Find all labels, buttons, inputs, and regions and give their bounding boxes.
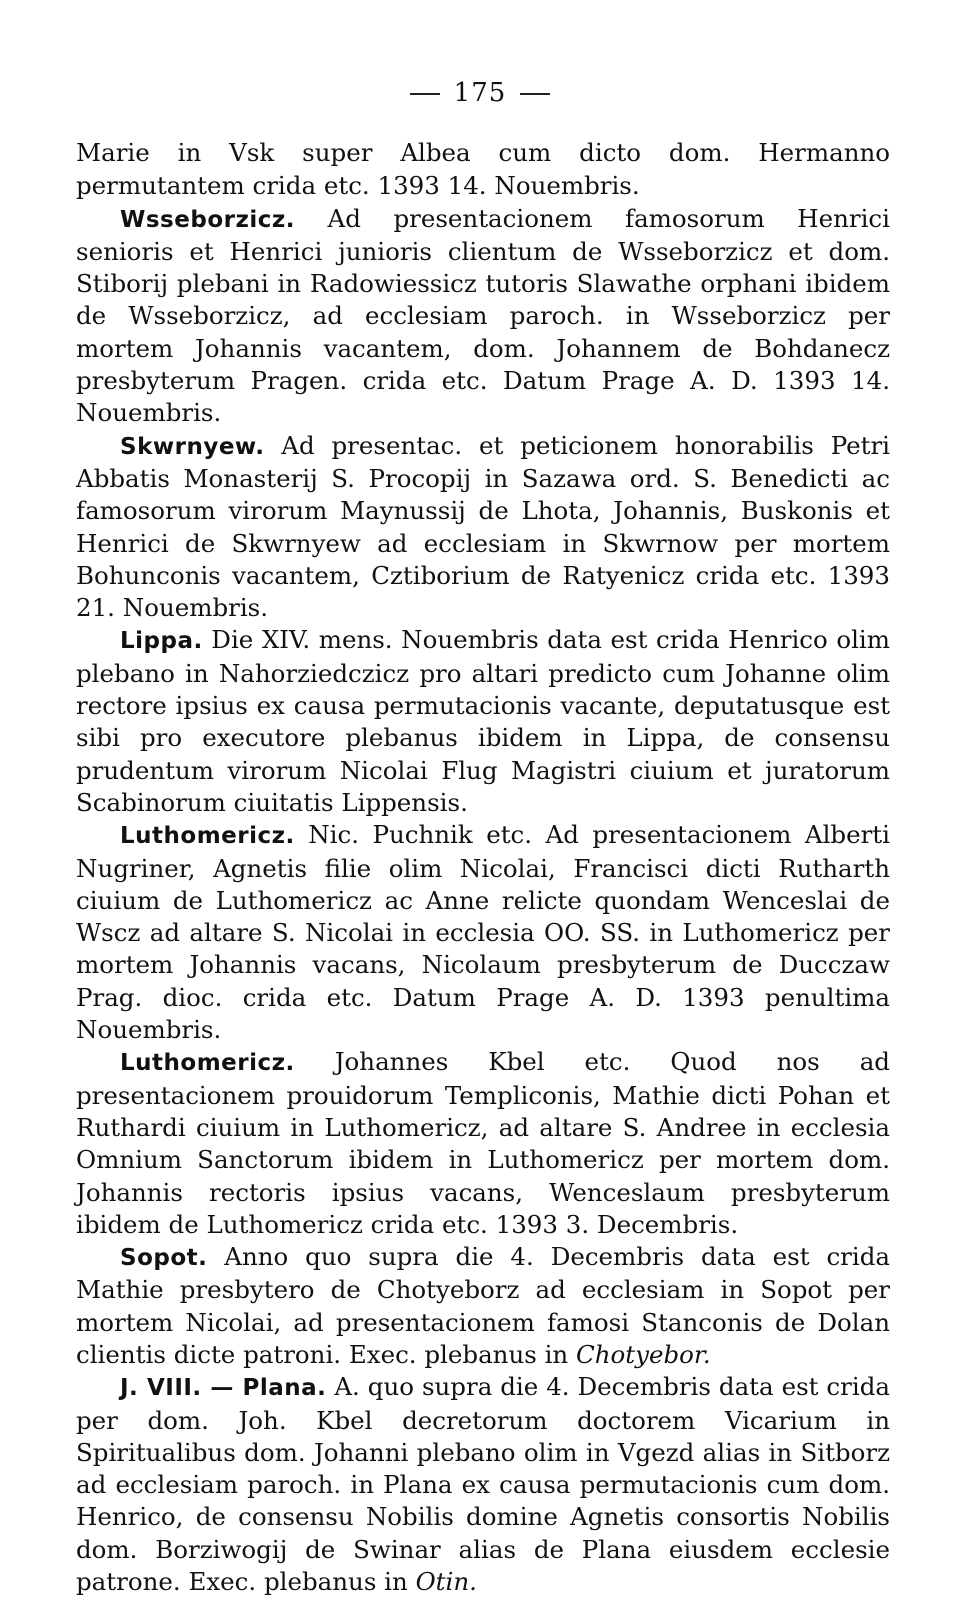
paragraph-2 <box>76 430 890 625</box>
entry-text: A. quo supra die 4. Decembris data est crida per dom. Joh. Kbel decretorum doctorem Vicarium in Spiritualibus dom. Johanni plebano olim in Vgezd alias in Sitborz ad ecclesiam paroch. in Plana ex causa permutacionis cum dom. Henrico, de consensu Nobilis domine Agnetis consortis Nobilis dom. Borziwogij de Swinar alias de Plana eiusdem ecclesie patrone. Exec. plebanus in <box>76 1372 890 1597</box>
entry-text: Marie in Vsk super Albea cum dicto dom. Hermanno permutantem crida etc. 1393 14. Nouembris. <box>76 138 890 201</box>
entry-heading: Luthomericz. <box>120 823 295 850</box>
entry-heading: Wsseborzicz. <box>120 206 295 233</box>
paragraph-5 <box>76 1046 890 1241</box>
entry-text: Ad presentac. et peticionem honorabilis Petri Abbatis Monasterij S. Procopij in Sazawa ord. S. Benedicti ac famosorum virorum Maynussij de Lhota, Johannis, Buskonis et Henrici de Skwrnyew ad ecclesiam in Skwrnow per mortem Bohunconis vacantem, Cztiborium de Ratyenicz crida etc. 1393 21. Nouembris. <box>76 430 890 623</box>
entry-text: Anno quo supra die 4. Decembris data est crida Mathie presbytero de Chotyeborz ad ecclesiam in Sopot per mortem Nicolai, ad presentacionem famosi Stanconis de Dolan clientis dicte patroni. Exec. plebanus in <box>76 1242 890 1369</box>
entry-heading: Luthomericz. <box>120 1050 295 1077</box>
document-body <box>76 137 890 1598</box>
entry-heading: Sopot. <box>120 1245 208 1272</box>
paragraph-1 <box>76 203 890 430</box>
page-header <box>0 78 960 108</box>
page-number: 175 <box>453 78 507 108</box>
paragraph-6 <box>76 1241 890 1371</box>
paragraph-3 <box>76 624 890 819</box>
entry-text: Die XIV. mens. Nouembris data est crida Henrico olim plebano in Nahorziedczicz pro altari predicto cum Johanne olim rectore ipsius ex causa permutacionis vacante, deputatusque est sibi pro executore plebanus ibidem in Lippa, de consensu prudentum virorum Nicolai Flug Magistri ciuium et juratorum Scabinorum ciuitatis Lippensis. <box>76 625 890 817</box>
paragraph-0 <box>76 137 890 203</box>
entry-italic: Otin. <box>415 1567 477 1597</box>
entry-text: Johannes Kbel etc. Quod nos ad presentacionem prouidorum Templiconis, Mathie dicti Pohan et Ruthardi ciuium in Luthomericz, ad altare S. Andree in ecclesia Omnium Sanctorum ibidem in Luthomericz per mortem dom. Johannis rectoris ipsius vacans, Wenceslaum presbyterum ibidem de Luthomericz crida etc. 1393 3. Decembris. <box>76 1047 890 1239</box>
entry-italic: Chotyebor. <box>576 1339 711 1369</box>
header-dash-right <box>520 93 550 95</box>
entry-text: Ad presentacionem famosorum Henrici senioris et Henrici junioris clientum de Wsseborzicz et dom. Stiborij plebani in Radowiessicz tutoris Slawathe orphani ibidem de Wsseborzicz, ad ecclesiam paroch. in Wsseborzicz per mortem Johannis vacantem, dom. Johannem de Bohdanecz presbyterum Pragen. crida etc. Datum Prage A. D. 1393 14. Nouembris. <box>76 203 890 428</box>
paragraph-4 <box>76 819 890 1046</box>
header-dash-left <box>410 93 440 95</box>
paragraph-7 <box>76 1371 890 1598</box>
entry-heading: J. VIII. — Plana. <box>120 1375 327 1402</box>
entry-heading: Lippa. <box>120 628 203 655</box>
entry-heading: Skwrnyew. <box>120 433 265 460</box>
entry-text: Nic. Puchnik etc. Ad presentacionem Alberti Nugriner, Agnetis filie olim Nicolai, Francisci dicti Rutharth ciuium de Luthomericz ac Anne relicte quondam Wenceslai de Wscz ad altare S. Nicolai in ecclesia OO. SS. in Luthomericz per mortem Johannis vacans, Nicolaum presbyterum de Ducczaw Prag. dioc. crida etc. Datum Prage A. D. 1393 penultima Nouembris. <box>76 820 890 1045</box>
